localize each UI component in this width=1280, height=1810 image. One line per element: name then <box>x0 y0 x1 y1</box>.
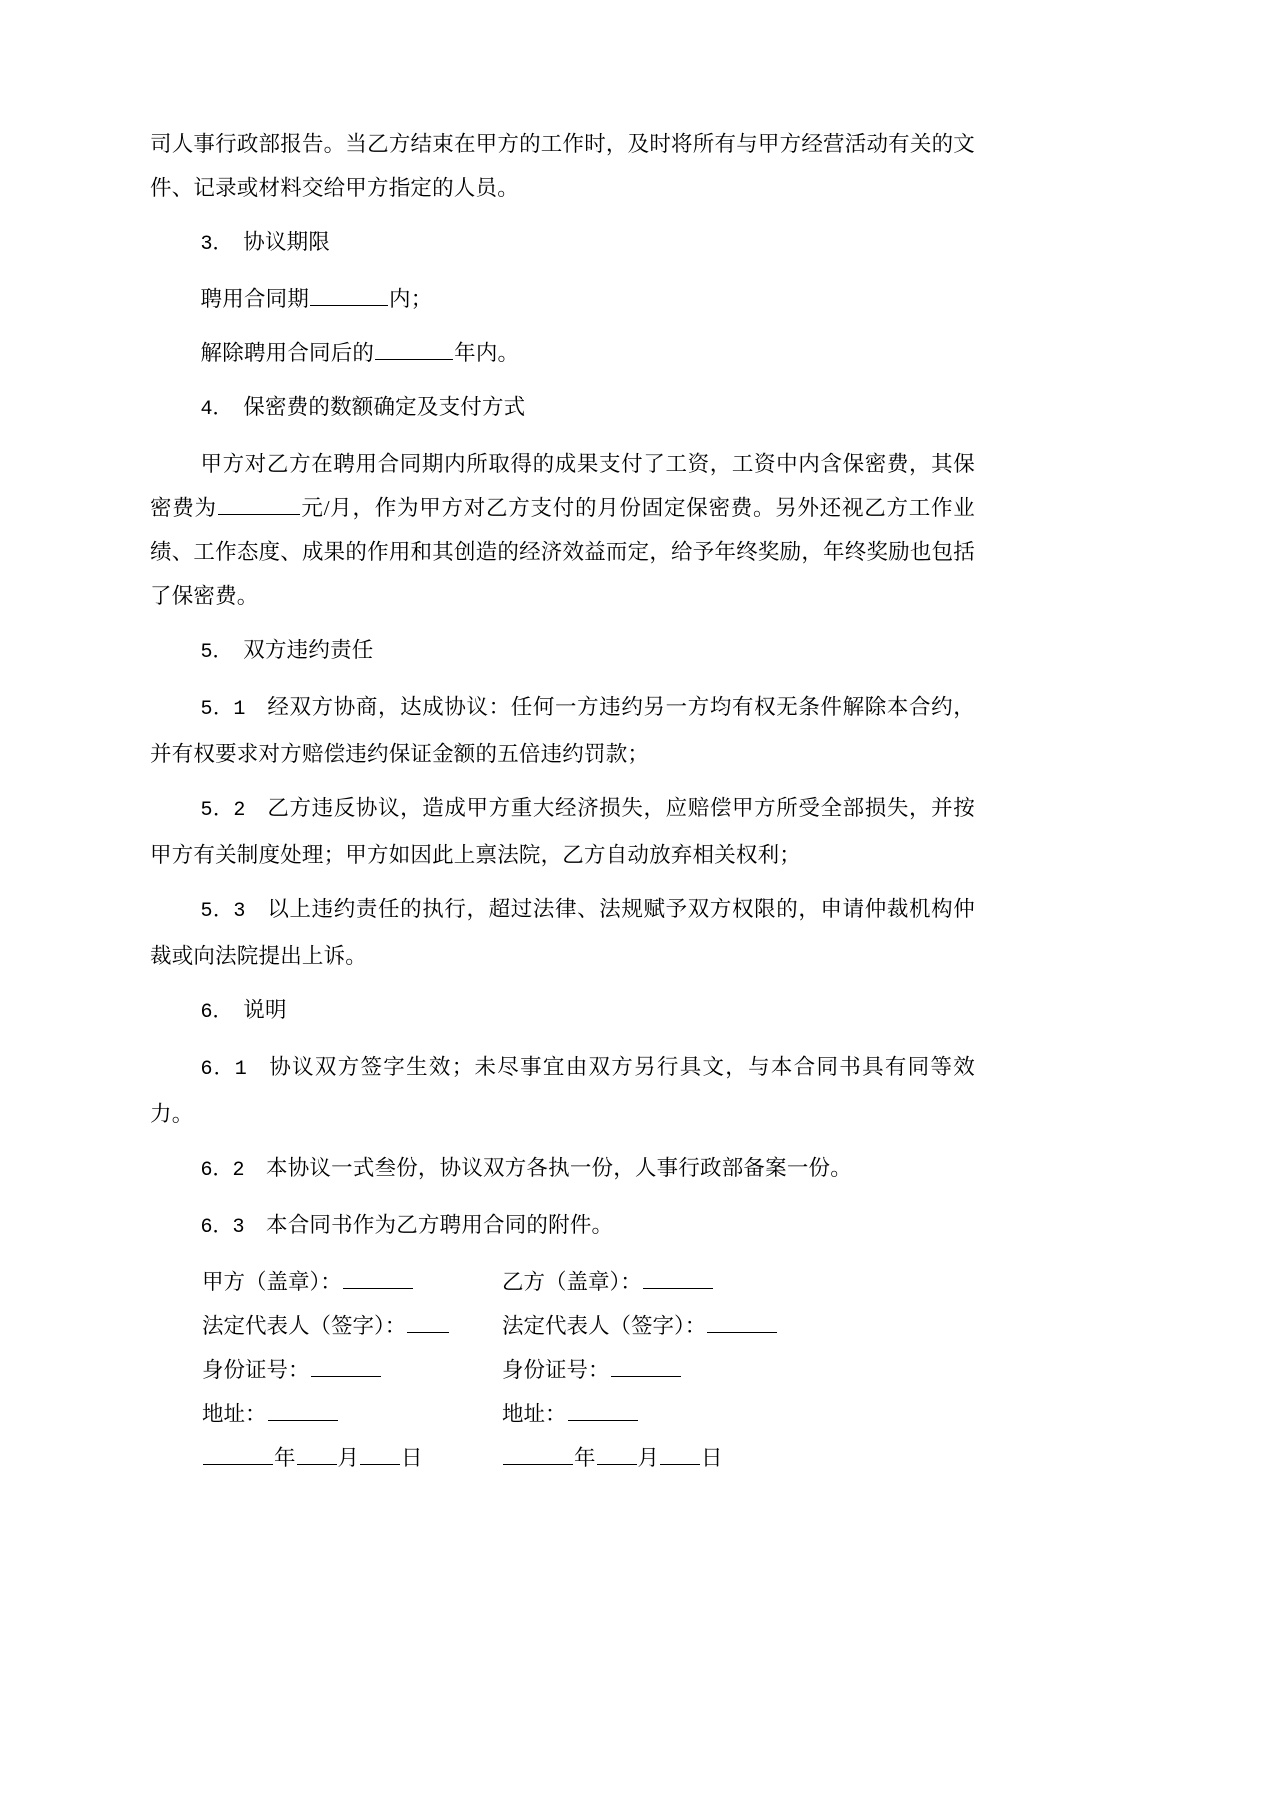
clause-6-1 <box>150 1045 975 1136</box>
clause-6-2-text: 本协议一式叁份，协议双方各执一份，人事行政部备案一份。 <box>266 1156 852 1180</box>
clause-5-1 <box>150 685 975 776</box>
clause-6-3 <box>150 1203 975 1250</box>
clause-5-2-number: 5．2 <box>200 799 246 822</box>
section-4-body <box>150 442 975 618</box>
party-b-legal-rep-blank[interactable] <box>707 1311 777 1334</box>
party-b-legal-rep-label: 法定代表人（签字）： <box>502 1314 707 1338</box>
party-b-id-field <box>450 1348 682 1392</box>
section-6-heading-label: 说明 <box>243 998 287 1022</box>
section-3-heading <box>150 220 975 267</box>
party-a-id-blank[interactable] <box>311 1355 381 1378</box>
party-b-id-blank[interactable] <box>611 1355 681 1378</box>
clause-5-2 <box>150 786 975 877</box>
party-b-date-day-blank[interactable] <box>660 1443 700 1466</box>
section-3-line-2 <box>150 331 975 375</box>
clause-6-1-text: 协议双方签字生效；未尽事宜由双方另行具文，与本合同书具有同等效力。 <box>150 1055 975 1126</box>
party-a-address-blank[interactable] <box>268 1399 338 1422</box>
party-b-seal-field <box>450 1260 714 1304</box>
clause-5-2-text: 乙方违反协议，造成甲方重大经济损失，应赔偿甲方所受全部损失，并按甲方有关制度处理；甲方如因此上禀法院，乙方自动放弃相关权利； <box>150 796 975 867</box>
party-a-seal-blank[interactable] <box>343 1267 413 1290</box>
party-a-address-label: 地址： <box>202 1402 267 1426</box>
clause-5-3-text: 以上违约责任的执行，超过法律、法规赋予双方权限的，申请仲裁机构仲裁或向法院提出上诉。 <box>150 897 975 968</box>
party-a-legal-rep-label: 法定代表人（签字）： <box>202 1314 407 1338</box>
section-5-heading <box>150 628 975 675</box>
clause-5-3-number: 5．3 <box>200 900 246 923</box>
post-termination-years-blank[interactable] <box>375 338 453 361</box>
section-4-body-pre: 甲方对乙方在聘用合同期内所取得的成果支付了工资，工资中内含保密费，其保密费为 <box>150 452 975 520</box>
party-a-date-month-label: 月 <box>337 1446 360 1470</box>
party-b-seal-blank[interactable] <box>643 1267 713 1290</box>
clause-5-1-number: 5．1 <box>200 698 246 721</box>
party-b-seal-label: 乙方（盖章）： <box>502 1270 642 1294</box>
signature-row-seal <box>150 1260 975 1304</box>
party-b-date-month-blank[interactable] <box>597 1443 637 1466</box>
contract-term-blank[interactable] <box>310 284 388 307</box>
party-a-date-year-label: 年 <box>274 1446 296 1470</box>
section-3-line-2-post: 年内。 <box>454 341 520 365</box>
signature-row-address <box>150 1392 975 1436</box>
section-4-heading-label: 保密费的数额确定及支付方式 <box>243 395 526 419</box>
clause-5-1-text: 经双方协商，达成协议：任何一方违约另一方均有权无条件解除本合约，并有权要求对方赔偿违约保证金额的五倍违约罚款； <box>150 695 975 766</box>
party-a-date-month-blank[interactable] <box>297 1443 337 1466</box>
clause-6-1-number: 6．1 <box>200 1058 247 1081</box>
party-a-date-day-label: 日 <box>401 1446 423 1470</box>
party-a-seal-label: 甲方（盖章）： <box>202 1270 342 1294</box>
signature-row-legal-rep <box>150 1304 975 1348</box>
party-b-date-field <box>450 1436 723 1480</box>
party-b-address-label: 地址： <box>502 1402 567 1426</box>
section-5-number: 5． <box>200 641 233 664</box>
party-b-date-month-label: 月 <box>637 1446 660 1470</box>
section-4-body-post: 元/月，作为甲方对乙方支付的月份固定保密费。另外还视乙方工作业绩、工作态度、成果的作用和其创造的经济效益而定，给予年终奖励，年终奖励也包括了保密费。 <box>150 496 975 608</box>
section-3-line-1 <box>150 277 975 321</box>
section-3-line-1-pre: 聘用合同期 <box>200 287 310 311</box>
section-4-heading <box>150 385 975 432</box>
section-3-number: 3． <box>200 233 233 256</box>
section-6-number: 6． <box>200 1001 233 1024</box>
section-3-line-2-pre: 解除聘用合同后的 <box>200 341 375 365</box>
party-a-legal-rep-blank[interactable] <box>407 1311 449 1334</box>
party-b-address-field <box>450 1392 639 1436</box>
clause-6-2 <box>150 1146 975 1193</box>
party-b-date-day-label: 日 <box>701 1446 723 1470</box>
section-5-heading-label: 双方违约责任 <box>243 638 374 662</box>
party-b-address-blank[interactable] <box>568 1399 638 1422</box>
signature-row-date <box>150 1436 975 1480</box>
section-3-heading-label: 协议期限 <box>243 230 331 254</box>
party-b-legal-rep-field <box>450 1304 778 1348</box>
section-3-line-1-post: 内； <box>389 287 433 311</box>
party-a-date-field <box>150 1436 450 1480</box>
party-b-date-year-label: 年 <box>574 1446 596 1470</box>
signature-row-id-number <box>150 1348 975 1392</box>
party-a-address-field <box>150 1392 450 1436</box>
party-b-id-label: 身份证号： <box>502 1358 610 1382</box>
party-a-seal-field <box>150 1260 450 1304</box>
clause-6-3-number: 6．3 <box>200 1216 245 1239</box>
clause-6-3-text: 本合同书作为乙方聘用合同的附件。 <box>266 1213 614 1237</box>
party-a-id-label: 身份证号： <box>202 1358 310 1382</box>
document-content <box>150 122 975 1480</box>
section-4-number: 4． <box>200 398 233 421</box>
section-6-heading <box>150 988 975 1035</box>
clause-6-2-number: 6．2 <box>200 1159 245 1182</box>
clause-5-3 <box>150 887 975 978</box>
signature-block <box>150 1260 975 1480</box>
party-b-date-year-blank[interactable] <box>503 1443 573 1466</box>
party-a-legal-rep-field <box>150 1304 450 1348</box>
party-a-date-year-blank[interactable] <box>203 1443 273 1466</box>
party-a-id-field <box>150 1348 450 1392</box>
carryover-paragraph: 司人事行政部报告。当乙方结束在甲方的工作时，及时将所有与甲方经营活动有关的文件、记录或材料交给甲方指定的人员。 <box>150 132 975 200</box>
confidentiality-fee-blank[interactable] <box>218 493 300 516</box>
party-a-date-day-blank[interactable] <box>360 1443 400 1466</box>
